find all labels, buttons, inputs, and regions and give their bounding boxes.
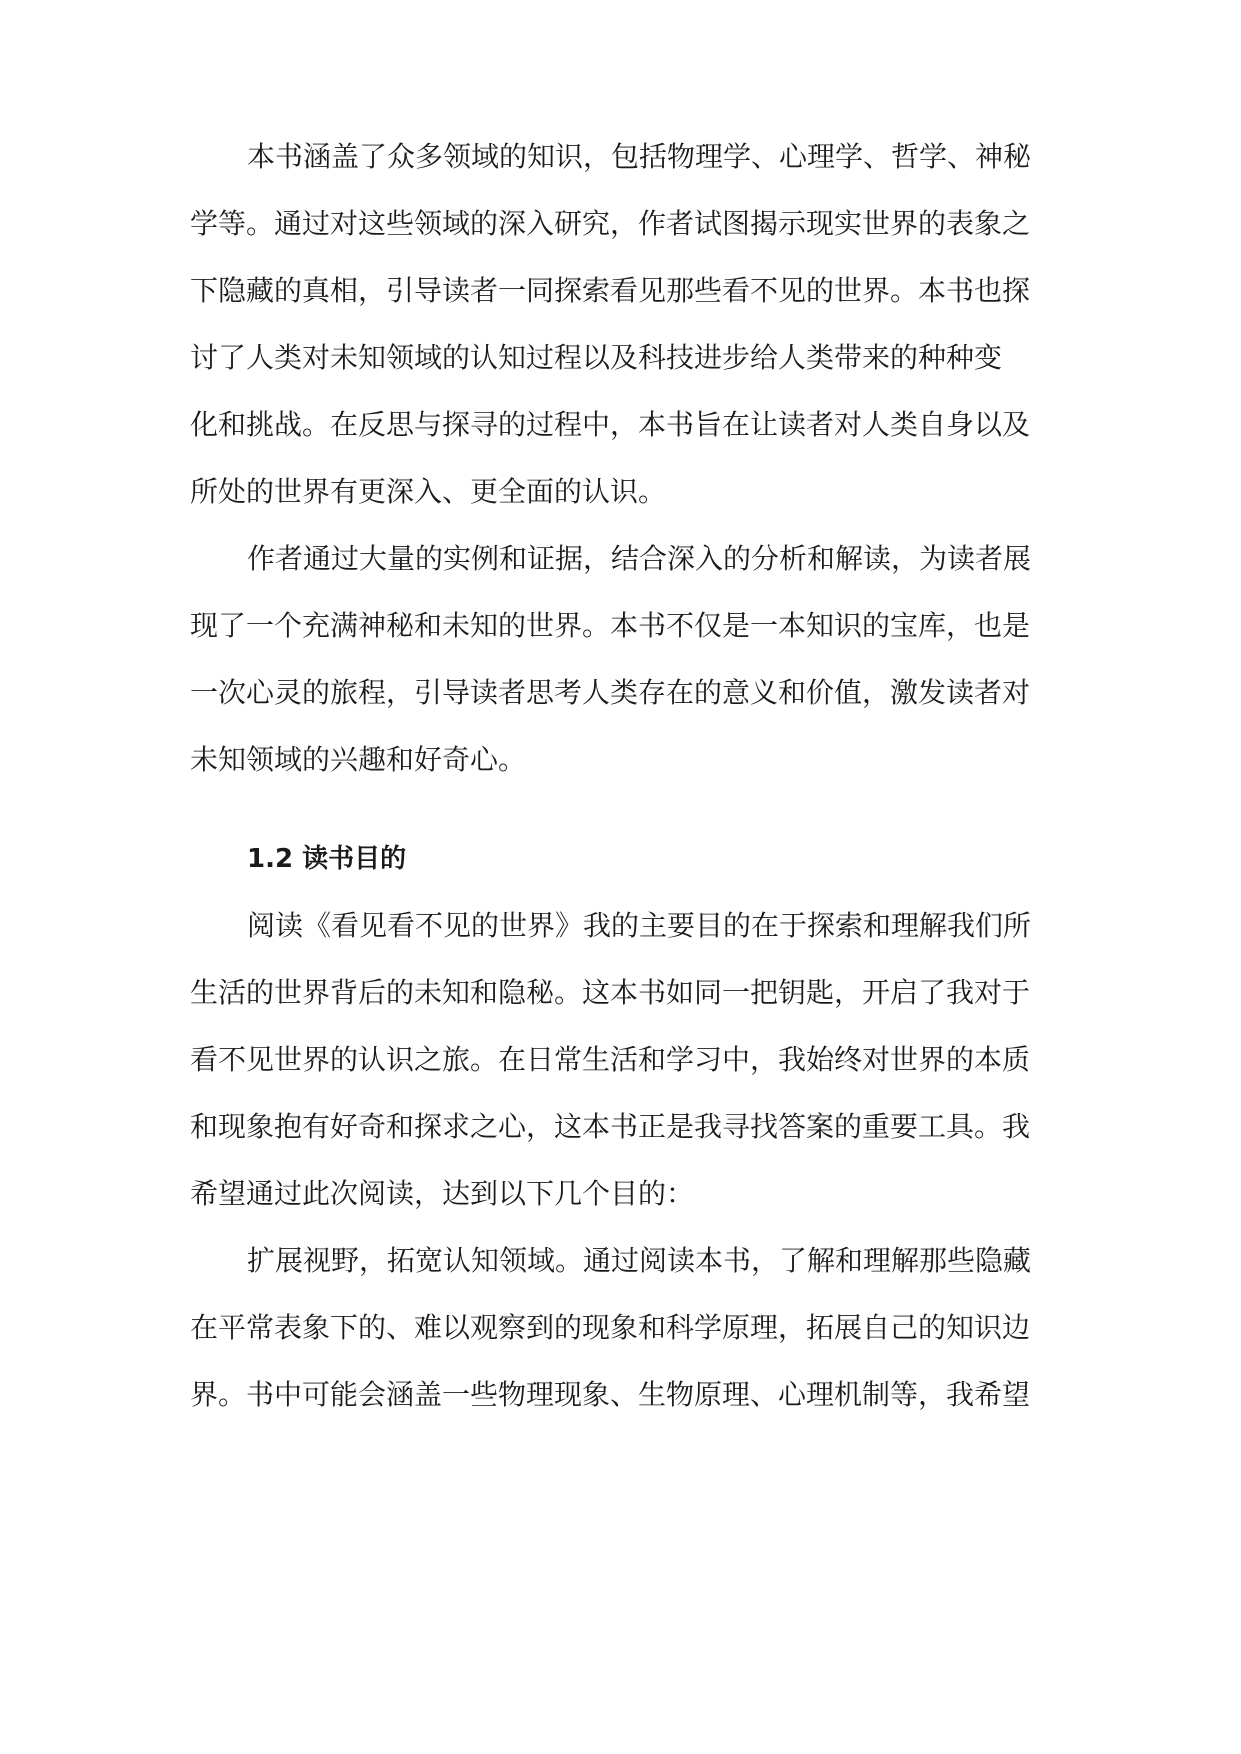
text-line: 讨了人类对未知领域的认知过程以及科技进步给人类带来的种种变 <box>190 341 1003 374</box>
text-line: 界。书中可能会涵盖一些物理现象、生物原理、心理机制等，我希望 <box>190 1378 1031 1411</box>
text-line: 生活的世界背后的未知和隐秘。这本书如同一把钥匙，开启了我对于 <box>190 976 1031 1009</box>
text-line: 本书涵盖了众多领域的知识，包括物理学、心理学、哲学、神秘 <box>247 140 1032 173</box>
section-heading: 1.2 读书目的 <box>247 844 407 874</box>
text-line: 化和挑战。在反思与探寻的过程中，本书旨在让读者对人类自身以及 <box>190 408 1031 441</box>
text-line: 一次心灵的旅程，引导读者思考人类存在的意义和价值，激发读者对 <box>190 676 1031 709</box>
text-line: 未知领域的兴趣和好奇心。 <box>190 743 527 776</box>
text-line: 现了一个充满神秘和未知的世界。本书不仅是一本知识的宝库，也是 <box>190 609 1031 642</box>
text-line: 希望通过此次阅读，达到以下几个目的： <box>190 1177 695 1210</box>
text-line: 所处的世界有更深入、更全面的认识。 <box>190 475 667 508</box>
text-line: 阅读《看见看不见的世界》我的主要目的在于探索和理解我们所 <box>247 909 1032 942</box>
text-line: 扩展视野，拓宽认知领域。通过阅读本书，了解和理解那些隐藏 <box>247 1244 1032 1277</box>
text-line: 在平常表象下的、难以观察到的现象和科学原理，拓展自己的知识边 <box>190 1311 1031 1344</box>
text-line: 作者通过大量的实例和证据，结合深入的分析和解读，为读者展 <box>247 542 1032 575</box>
text-line: 学等。通过对这些领域的深入研究，作者试图揭示现实世界的表象之 <box>190 207 1031 240</box>
text-line: 看不见世界的认识之旅。在日常生活和学习中，我始终对世界的本质 <box>190 1043 1031 1076</box>
text-line: 下隐藏的真相，引导读者一同探索看见那些看不见的世界。本书也探 <box>190 274 1031 307</box>
text-line: 和现象抱有好奇和探求之心，这本书正是我寻找答案的重要工具。我 <box>190 1110 1031 1143</box>
